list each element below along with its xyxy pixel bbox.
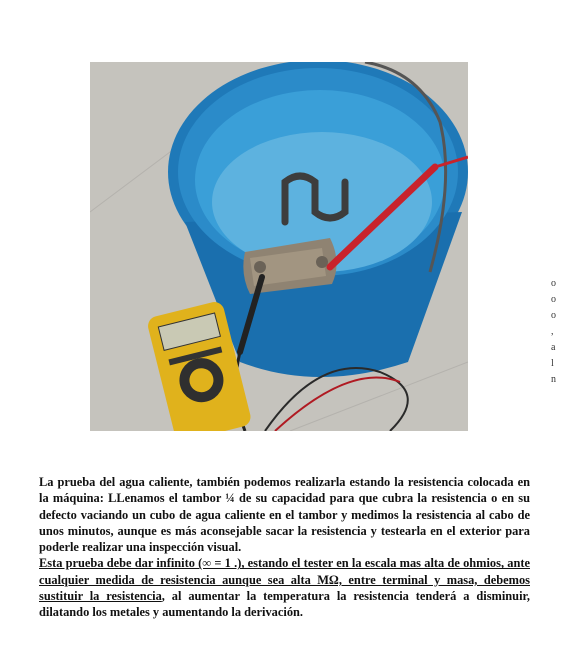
paragraph-infinity-test [39, 555, 530, 620]
paragraph-hot-water-test: La prueba del agua caliente, también podemos realizarla estando la resistencia colocada en la máquina: LLenamos el tambor ¼ de su capacidad para que cubra la resistencia o en su defecto vaciando un cubo de agua caliente en el tambor y medimos la resistencia al cabo de unos minutos, aunque es más aconsejable sacar la resistencia y testearla en el exterior para poderle realizar una inspección visual. [39, 475, 530, 555]
margin-text-fragments [551, 276, 561, 388]
margin-mark: o [551, 310, 556, 321]
margin-mark: n [551, 374, 556, 385]
margin-mark: o [551, 294, 556, 305]
margin-mark: a [551, 342, 556, 353]
photo-bucket-heater-multimeter [90, 62, 468, 431]
paragraph-continuation: , al aumentar la temperatura la resistencia tenderá a disminuir, dilatando los metales y aumentando la derivación. [39, 589, 530, 620]
margin-mark: l [551, 358, 554, 369]
photo-illustration [90, 62, 468, 431]
margin-mark: o [551, 278, 556, 289]
margin-mark: , [551, 326, 554, 337]
underlined-instruction: Esta prueba debe dar infinito (∞ = 1 .), estando el tester en la escala mas alta de ohmios, ante cualquier medida de resistencia aunque sea alta MΩ, entre terminal y masa, debemos sustituir la resistencia [39, 556, 530, 604]
body-text [39, 474, 530, 621]
